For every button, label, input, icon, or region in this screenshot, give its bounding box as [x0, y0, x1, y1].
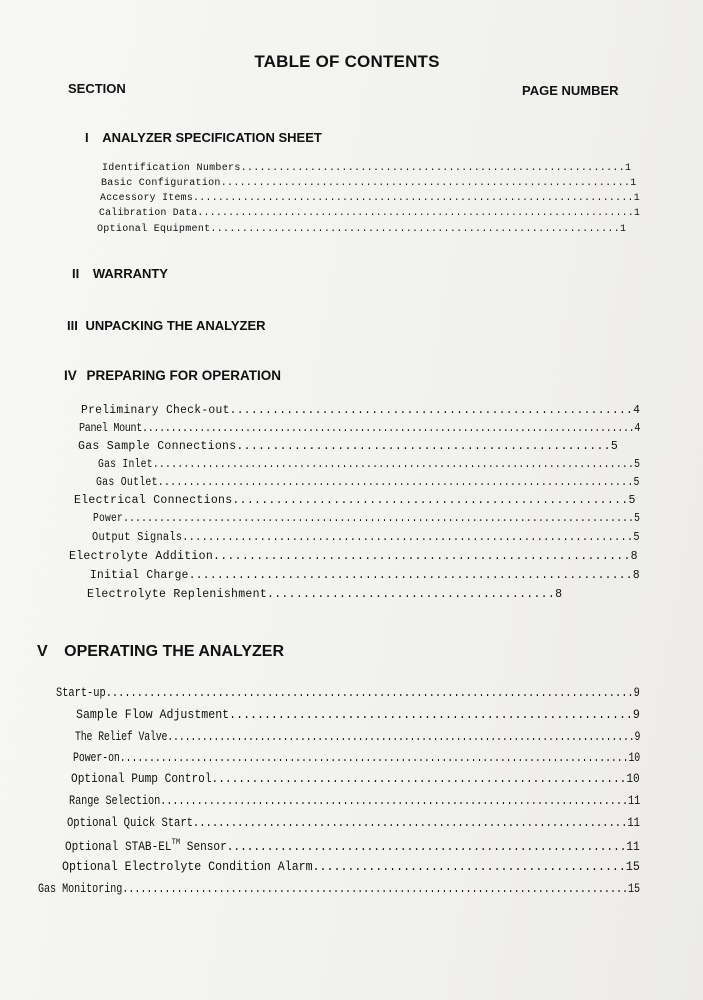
section-numeral: II — [72, 266, 80, 281]
toc-entry: Initial Charge...............................................................8 — [90, 569, 640, 582]
toc-entry: Range Selection.............................................................................11 — [69, 794, 641, 808]
toc-entry: Electrical Connections.......................................................5 — [74, 494, 636, 507]
toc-entry: Sample Flow Adjustment..........................................................9 — [76, 708, 640, 722]
section-numeral: III — [67, 318, 78, 333]
section-title: PREPARING FOR OPERATION — [86, 368, 282, 383]
toc-entry: Optional Equipment.................................................................1 — [97, 224, 627, 235]
toc-entry-text: Optional STAB-EL — [65, 840, 172, 854]
toc-entry: Output Signals......................................................................5 — [92, 531, 640, 544]
toc-entry: Power.....................................................................................5 — [93, 512, 641, 525]
toc-entry: Identification Numbers.............................................................1 — [102, 163, 632, 174]
section-heading — [85, 130, 322, 145]
toc-entry: Electrolyte Replenishment........................................8 — [87, 588, 563, 601]
section-title: WARRANTY — [92, 266, 168, 281]
toc-entry: Gas Sample Connections....................................................5 — [78, 440, 619, 453]
toc-entry: Gas Inlet...............................................................................5 — [98, 458, 641, 471]
toc-entry: Preliminary Check-out.........................................................4 — [81, 404, 641, 417]
toc-entry — [65, 838, 640, 854]
section-heading — [64, 368, 281, 383]
toc-entry: Gas Outlet.............................................................................5 — [96, 476, 640, 489]
section-title: ANALYZER SPECIFICATION SHEET — [102, 130, 322, 145]
toc-entry: Optional Quick Start.....................................................................11 — [67, 816, 640, 830]
toc-entry: Calibration Data.......................................................................1 — [99, 208, 641, 219]
toc-entry: Electrolyte Addition..........................................................8 — [69, 550, 638, 563]
trademark-superscript: TM — [171, 838, 181, 847]
section-numeral: IV — [64, 368, 77, 383]
toc-entry: Gas Monitoring....................................................................................15 — [38, 882, 641, 896]
toc-entry: Accessory Items.......................................................................1 — [100, 193, 640, 204]
section-title: OPERATING THE ANALYZER — [64, 643, 284, 660]
toc-entry: Panel Mount......................................................................................4 — [79, 422, 641, 435]
toc-entry: Optional Pump Control..............................................................10 — [71, 772, 640, 786]
section-heading — [37, 643, 284, 661]
section-heading — [67, 318, 266, 333]
toc-entry-text: Sensor............................................................11 — [180, 840, 640, 854]
section-numeral: I — [85, 130, 89, 145]
toc-entry: Optional Electrolyte Condition Alarm.............................................15 — [62, 860, 640, 874]
page-title: TABLE OF CONTENTS — [254, 52, 440, 71]
toc-entry: Start-up.....................................................................................9 — [56, 686, 640, 700]
toc-entry: Power-on.......................................................................................10 — [73, 751, 641, 765]
section-numeral: V — [37, 643, 48, 660]
page-number-column-header: PAGE NUMBER — [522, 83, 619, 98]
toc-entry: The Relief Valve.................................................................................9 — [75, 730, 641, 744]
section-title: UNPACKING THE ANALYZER — [85, 318, 266, 333]
toc-entry: Basic Configuration.................................................................1 — [101, 178, 637, 189]
section-heading — [72, 266, 168, 281]
section-column-header: SECTION — [68, 81, 126, 96]
